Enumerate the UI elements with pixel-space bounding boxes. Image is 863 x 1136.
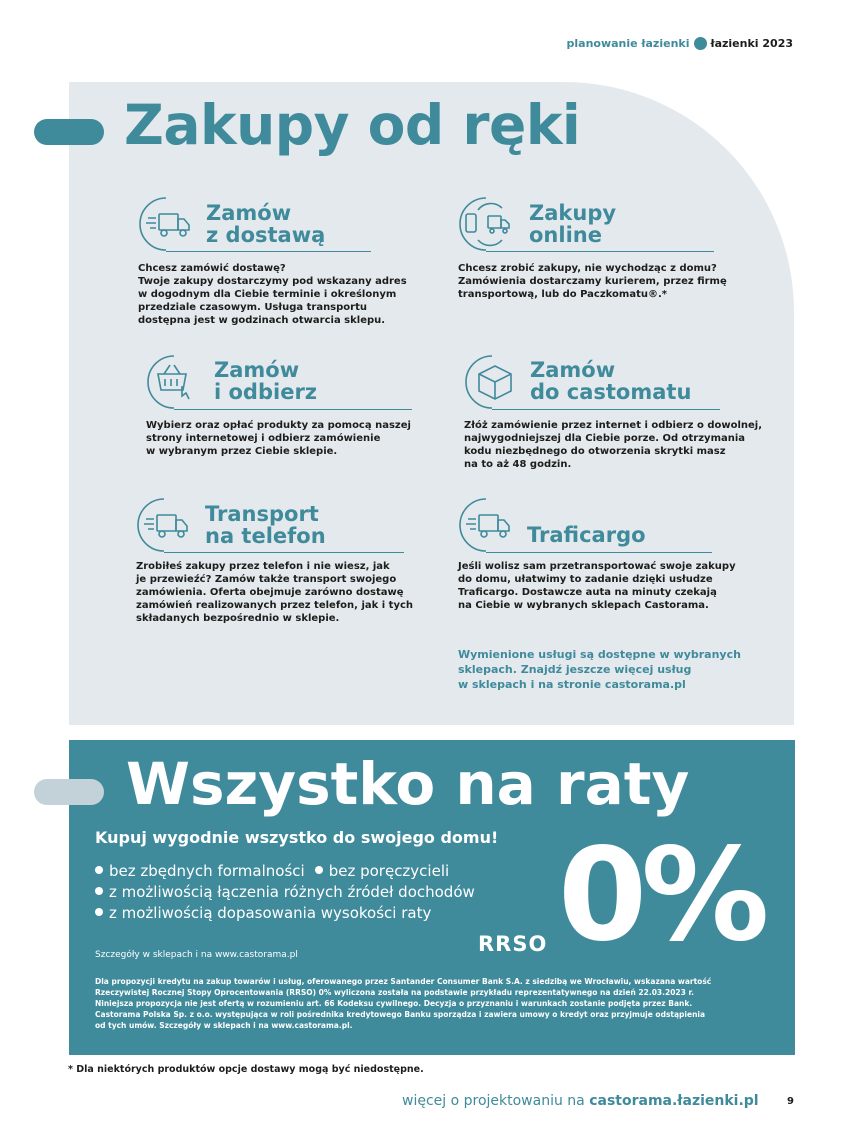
- rrso-label: RRSO: [478, 932, 548, 956]
- truck-icon: [138, 196, 194, 252]
- truck-icon: [136, 497, 192, 553]
- credit-details: Szczegóły w sklepach i na www.castorama.pl: [95, 950, 298, 960]
- bullet-row: bez zbędnych formalności bez poręczycieli: [95, 861, 475, 882]
- decorative-pill: [34, 119, 104, 145]
- service-title: Zamów z dostawą: [206, 201, 326, 247]
- publication-label: łazienki 2023: [710, 37, 793, 50]
- service-description: Chcesz zrobić zakupy, nie wychodząc z domu? Zamówienia dostarczamy kurierem, przez firmę transportową, lub do Paczkomatu®.*: [458, 263, 727, 300]
- service-title: Traficargo: [527, 523, 646, 547]
- credit-title: Wszystko na raty: [126, 750, 690, 818]
- services-note: Wymienione usługi są dostępne w wybranych sklepach. Znajdź jeszcze więcej usług w sklepach i na stronie castorama.pl: [458, 648, 741, 691]
- service-underline: [166, 251, 371, 252]
- service-description: Chcesz zamówić dostawę? Twoje zakupy dostarczymy pod wskazany adres w dogodnym dla Ciebie terminie i określonym przedziale czasowym. Usługa transportu dostępna jest w godzinach otwarcia sklepu.: [138, 263, 407, 326]
- services-title: Zakupy od ręki: [124, 93, 581, 157]
- basket-click-icon: [146, 354, 202, 410]
- running-header: [567, 37, 794, 50]
- service-underline: [164, 552, 404, 553]
- bullet-dot: [95, 866, 103, 874]
- page-number: 9: [787, 1096, 794, 1107]
- bullet-row: z możliwością dopasowania wysokości raty: [95, 903, 475, 924]
- section-label: planowanie łazienki: [566, 37, 690, 50]
- package-box-icon: [464, 354, 520, 410]
- bullet-dot: [95, 908, 103, 916]
- service-title: Zamów i odbierz: [214, 358, 318, 404]
- service-title: Transport na telefon: [205, 502, 326, 548]
- service-description: Wybierz oraz opłać produkty za pomocą naszej strony internetowej i odbierz zamówienie w wybranym przez Ciebie sklepie.: [146, 420, 411, 457]
- truck-icon: [458, 497, 514, 553]
- service-underline: [492, 409, 720, 410]
- service-underline: [486, 251, 714, 252]
- service-description: Złóż zamówienie przez internet i odbierz o dowolnej, najwygodniejszej dla Ciebie porze. Od otrzymania kodu niezbędnego do otworzenia skrytki masz na to aż 48 godzin.: [464, 420, 763, 470]
- credit-bullets: [95, 861, 475, 924]
- phone-truck-icon: [458, 196, 514, 252]
- rrso-value: 0%: [558, 821, 764, 970]
- credit-legal-text: Dla propozycji kredytu na zakup towarów i usług, oferowanego przez Santander Consumer Bank S.A. z siedzibą we Wrocławiu, wskazana wartość Rzeczywistej Rocznej Stopy Oprocentowania (RRSO) 0% wyliczona została na podstawie przykładu reprezentatywnego na dzień 22.03.2023 r. Niniejsza propozycja nie jest ofertą w rozumieniu art. 66 Kodeksu cywilnego. Decyzja o przyznaniu i warunkach zostanie podjęta przez Bank. Castorama Polska Sp. z o.o. występująca w roli pośrednika kredytowego Banku sporządza i zawiera umowy o kredyt oraz przyjmuje odstąpienia od tych umów. Szczegóły w sklepach i na www.castorama.pl.: [95, 977, 712, 1030]
- footnote: * Dla niektórych produktów opcje dostawy mogą być niedostępne.: [68, 1064, 424, 1075]
- footer-link[interactable]: więcej o projektowaniu na castorama.łazienki.pl: [402, 1093, 759, 1109]
- service-description: Jeśli wolisz sam przetransportować swoje zakupy do domu, ułatwimy to zadanie dzięki usłudze Traficargo. Dostawcze auta na minuty czekają na Ciebie w wybranych sklepach Castorama.: [458, 561, 736, 611]
- bullet-dot: [315, 866, 323, 874]
- service-underline: [174, 409, 412, 410]
- bullet-row: z możliwością łączenia różnych źródeł dochodów: [95, 882, 475, 903]
- service-underline: [486, 552, 712, 553]
- decorative-pill: [34, 779, 104, 805]
- footer-url[interactable]: castorama.łazienki.pl: [589, 1093, 759, 1109]
- service-title: Zakupy online: [529, 201, 617, 247]
- service-description: Zrobiłeś zakupy przez telefon i nie wiesz, jak je przewieźć? Zamów także transport swojego zamówienia. Oferta obejmuje zarówno dostawę zamówień realizowanych przez telefon, jak i tych składanych bezpośrednio w sklepie.: [136, 561, 414, 624]
- credit-subtitle: Kupuj wygodnie wszystko do swojego domu!: [95, 828, 499, 847]
- header-dot: [694, 37, 707, 50]
- bullet-dot: [95, 887, 103, 895]
- service-title: Zamów do castomatu: [530, 358, 692, 404]
